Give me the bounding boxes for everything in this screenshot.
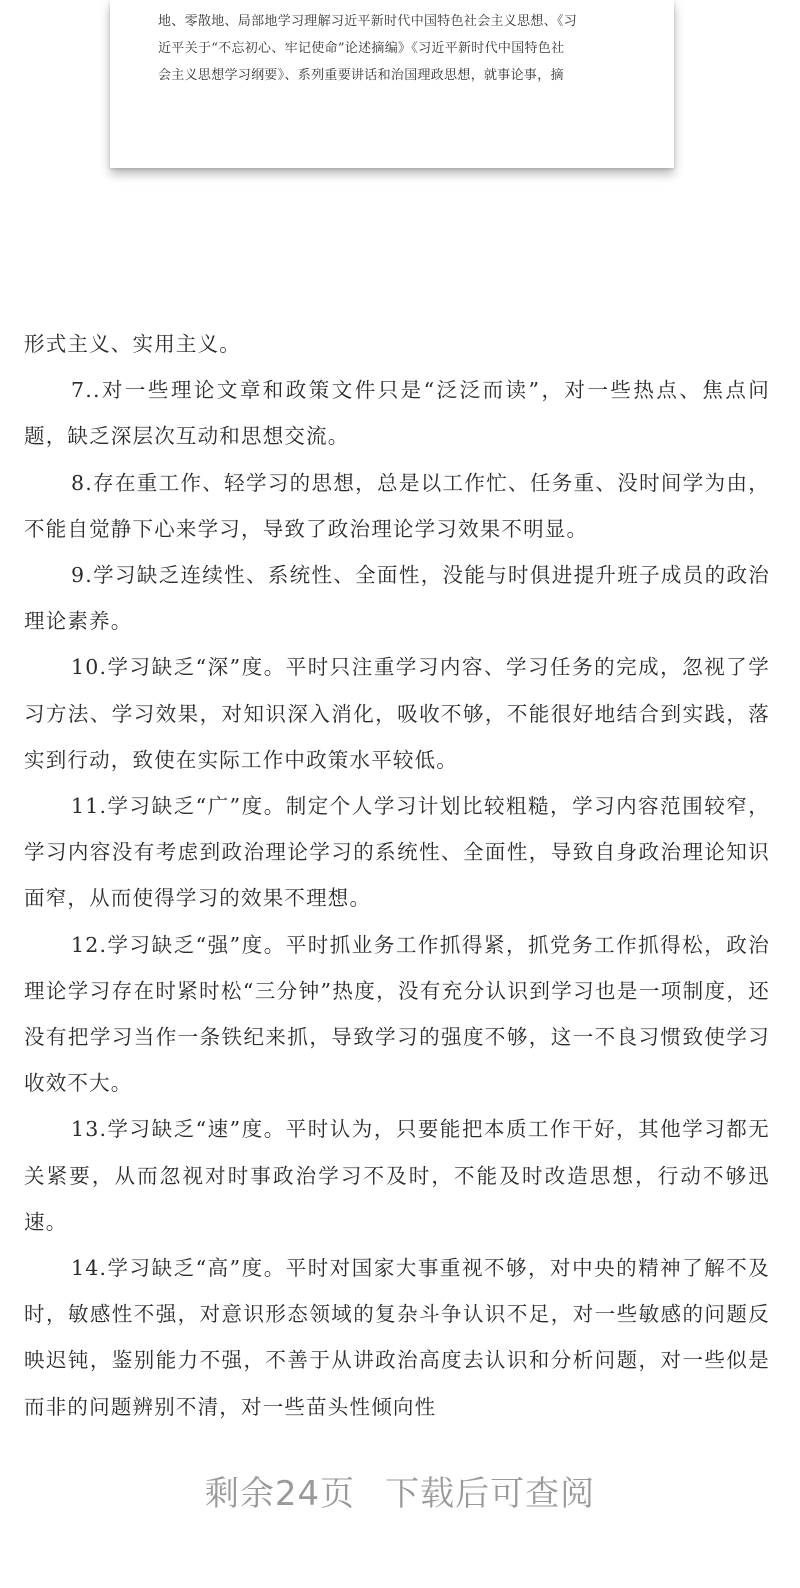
document-body (24, 321, 770, 1430)
paragraph: 形式主义、实用主义。 (24, 332, 241, 356)
previous-page-preview (110, 0, 674, 168)
download-to-view-label: 下载后可查阅 (385, 1474, 596, 1514)
paragraph: 12.学习缺乏“强”度。平时抓业务工作抓得紧，抓党务工作抓得松，政治理论学习存在时紧时松“三分钟”热度，没有充分认识到学习也是一项制度，还没有把学习当作一条铁纪来抓，导致学习的强度不够，这一不良习惯致使学习收效不大。 (24, 932, 770, 1096)
preview-line: 会主义思想学习纲要》、系列重要讲话和治国理政思想，就事论事，摘 (158, 68, 564, 83)
paragraph: 11.学习缺乏“广”度。制定个人学习计划比较粗糙，学习内容范围较窄，学习内容没有考虑到政治理论学习的系统性、全面性，导致自身政治理论知识面窄，从而使得学习的效果不理想。 (24, 794, 770, 911)
paragraph: 14.学习缺乏“高”度。平时对国家大事重视不够，对中央的精神了解不及时，敏感性不强，对意识形态领域的复杂斗争认识不足，对一些敏感的问题反映迟钝，鉴别能力不强，不善于从讲政治高度去认识和分析问题，对一些似是而非的问题辨别不清，对一些苗头性倾向性 (24, 1256, 770, 1419)
remaining-pages-label: 剩余24页 (204, 1474, 356, 1514)
paragraph: 13.学习缺乏“速”度。平时认为，只要能把本质工作干好，其他学习都无关紧要，从而忽视对时事政治学习不及时，不能及时改造思想，行动不够迅速。 (24, 1117, 770, 1234)
paragraph: 8.存在重工作、轻学习的思想，总是以工作忙、任务重、没时间学为由，不能自觉静下心来学习，导致了政治理论学习效果不明显。 (24, 470, 770, 541)
paragraph: 9.学习缺乏连续性、系统性、全面性，没能与时俱进提升班子成员的政治理论素养。 (24, 563, 770, 634)
paragraph: 7..对一些理论文章和政策文件只是“泛泛而读”，对一些热点、焦点问题，缺乏深层次互动和思想交流。 (24, 378, 770, 449)
paragraph: 10.学习缺乏“深”度。平时只注重学习内容、学习任务的完成，忽视了学习方法、学习效果，对知识深入消化，吸收不够，不能很好地结合到实践，落实到行动，致使在实际工作中政策水平较低。 (24, 655, 770, 772)
download-prompt[interactable] (0, 1466, 800, 1515)
preview-line: 地、零散地、局部地学习理解习近平新时代中国特色社会主义思想、《习 (158, 14, 578, 29)
preview-line: 近平关于“不忘初心、牢记使命”论述摘编》《习近平新时代中国特色社 (158, 41, 565, 56)
